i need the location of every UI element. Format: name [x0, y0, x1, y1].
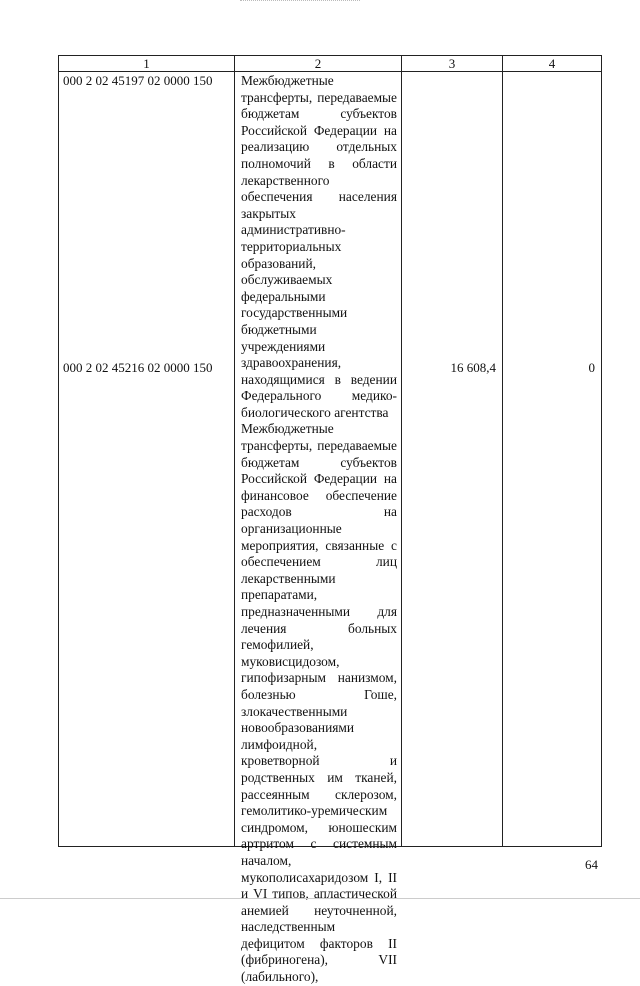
amount-cell — [402, 72, 503, 847]
column-header-2: 2 — [235, 56, 402, 72]
budget-code: 000 2 02 45216 02 0000 150 — [63, 360, 213, 375]
description-cell — [235, 72, 402, 985]
header-row — [59, 56, 602, 72]
scan-artifact — [240, 0, 360, 7]
code-cell — [59, 72, 235, 847]
row-description: Межбюджетные трансферты, передаваемые бюджетам субъектов Российской Федерации на реализацию отдельных полномочий в области лекарственного обеспечения населения закрытых административно-территориальных образований, обслуживаемых федеральными государственными бюджетными учреждениями здравоохранения, находящимися в ведении Федерального медико-биологического агентства — [241, 73, 397, 420]
column-4-cell — [503, 72, 602, 847]
scan-edge — [0, 898, 640, 899]
column-header-4: 4 — [503, 56, 602, 72]
page-number: 64 — [585, 857, 598, 872]
row-description: Межбюджетные трансферты, передаваемые бюджетам субъектов Российской Федерации на финансовое обеспечение расходов на организационные мероприятия, связанные с обеспечением лиц лекарственными препаратами, предназначенными для лечения больных гемофилией, муковисцидозом, гипофизарным нанизмом, болезнью Гоше, злокачественными новообразованиями лимфоидной, кроветворной и родственных им тканей, рассеянным склерозом, гемолитико-уремическим синдромом, юношеским артритом с системным началом, мукополисахаридозом I, II и VI типов, апластической анемией неуточненной, наследственным дефицитом факторов II (фибриногена), VII (лабильного), — [241, 421, 397, 985]
budget-code: 000 2 02 45197 02 0000 150 — [63, 73, 213, 88]
column-header-1: 1 — [59, 56, 235, 72]
column-header-3: 3 — [402, 56, 503, 72]
column-4-value: 0 — [588, 360, 595, 375]
table-row — [59, 72, 602, 847]
amount-value: 16 608,4 — [450, 360, 496, 375]
